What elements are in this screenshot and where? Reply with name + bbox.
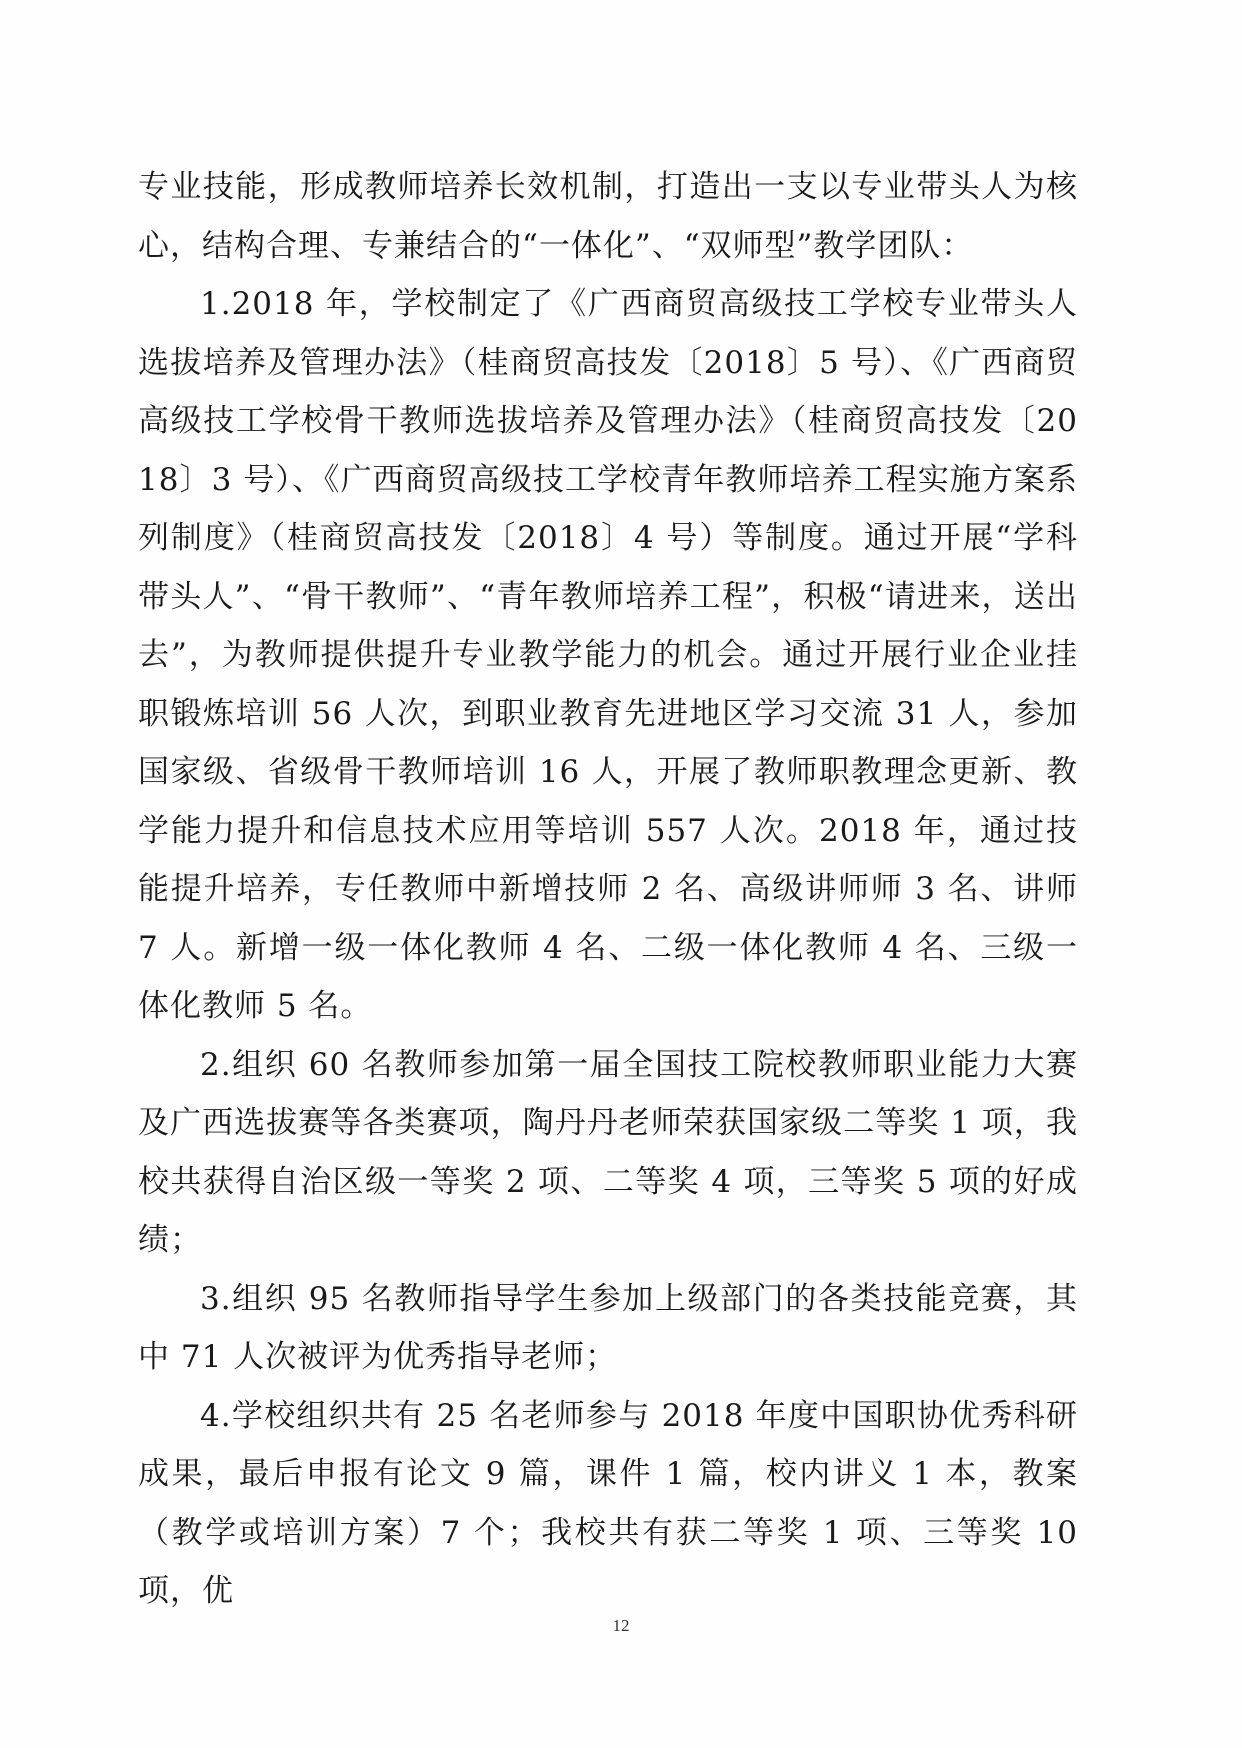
paragraph-item-3: 3.组织 95 名教师指导学生参加上级部门的各类技能竞赛，其中 71 人次被评为优秀指导老师； [138,1280,1078,1375]
paragraph-item-1: 1.2018 年，学校制定了《广西商贸高级技工学校专业带头人选拔培养及管理办法》（桂商贸高技发〔2018〕5 号）、《广西商贸高级技工学校骨干教师选拔培养及管理办法》（桂商贸高技发〔2018〕3 号）、《广西商贸高级技工学校青年教师培养工程实施方案系列制度》（桂商贸高技发〔2018〕4 号）等制度。通过开展“学科带头人”、“骨干教师”、“青年教师培养工程”，积极“请进来，送出去”，为教师提供提升专业教学能力的机会。通过开展行业企业挂职锻炼培训 56 人次，到职业教育先进地区学习交流 31 人，参加国家级、省级骨干教师培训 16 人，开展了教师职教理念更新、教学能力提升和信息技术应用等培训 557 人次。2018 年，通过技能提升培养，专任教师中新增技师 2 名、高级讲师师 3 名、讲师 7 人。新增一级一体化教师 4 名、二级一体化教师 4 名、三级一体化教师 5 名。 [138,286,1078,1024]
body-text [138,158,1078,1621]
paragraph-item-4: 4.学校组织共有 25 名老师参与 2018 年度中国职协优秀科研成果，最后申报有论文 9 篇，课件 1 篇，校内讲义 1 本，教案（教学或培训方案）7 个；我校共有获二等奖 1 项、三等奖 10 项，优 [138,1397,1078,1609]
page-number: 12 [612,1616,630,1635]
paragraph-item-2: 2.组织 60 名教师参加第一届全国技工院校教师职业能力大赛及广西选拔赛等各类赛项，陶丹丹老师荣获国家级二等奖 1 项，我校共获得自治区级一等奖 2 项、二等奖 4 项，三等奖 5 项的好成绩； [138,1046,1078,1258]
paragraph-intro: 专业技能，形成教师培养长效机制，打造出一支以专业带头人为核心，结构合理、专兼结合的“一体化”、“双师型”教学团队： [138,169,1078,264]
